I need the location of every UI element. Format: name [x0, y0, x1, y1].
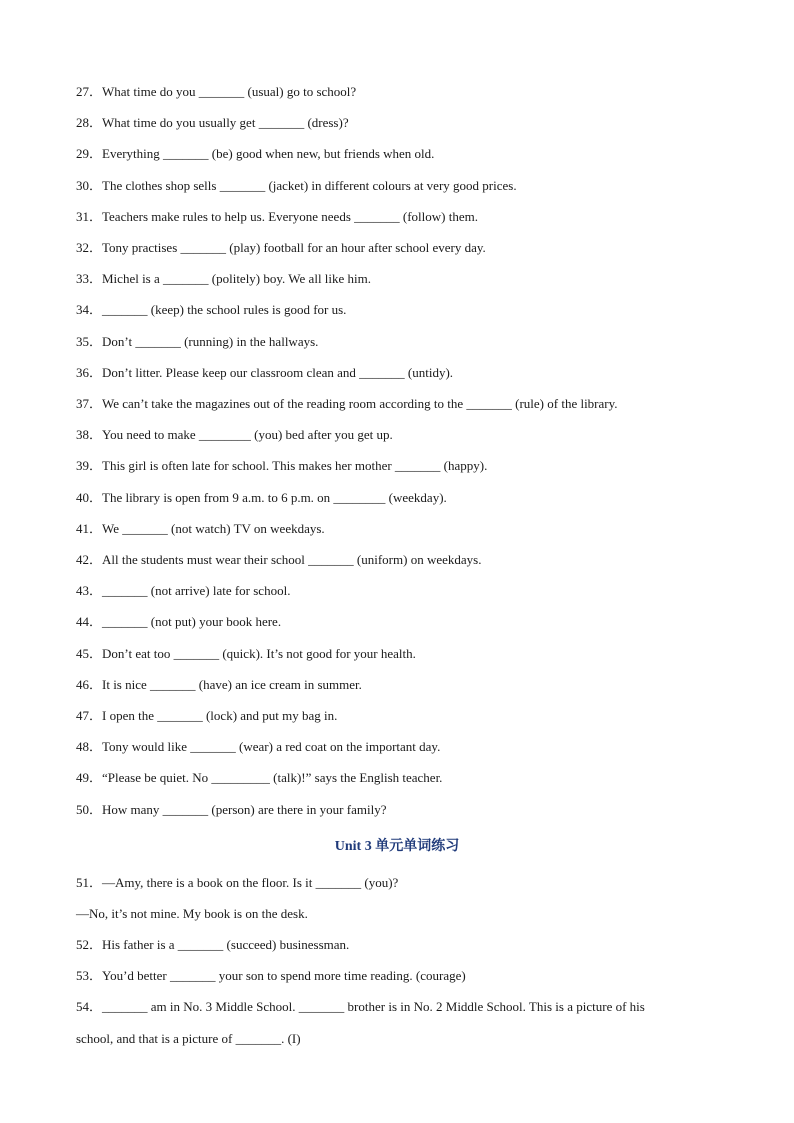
- exercise-item: 41．We _______ (not watch) TV on weekdays.: [76, 520, 325, 536]
- exercise-item: 43．_______ (not arrive) late for school.: [76, 583, 291, 599]
- exercise-item: school, and that is a picture of _______. (I): [76, 1031, 301, 1046]
- exercise-item: 28．What time do you usually get _______ (dress)?: [76, 115, 349, 131]
- exercise-item: 32．Tony practises _______ (play) football for an hour after school every day.: [76, 240, 486, 255]
- exercise-item: 48．Tony would like _______ (wear) a red coat on the important day.: [76, 739, 441, 755]
- exercise-item: 47．I open the _______ (lock) and put my bag in.: [76, 708, 338, 723]
- exercise-item: 29．Everything _______ (be) good when new, but friends when old.: [76, 146, 435, 162]
- exercise-item: 36．Don’t litter. Please keep our classroom clean and _______ (untidy).: [76, 364, 454, 380]
- exercise-item: 46．It is nice _______ (have) an ice cream in summer.: [76, 676, 362, 692]
- exercise-item: 52．His father is a _______ (succeed) businessman.: [76, 937, 350, 952]
- exercise-item: 30．The clothes shop sells _______ (jacket) in different colours at very good prices.: [76, 177, 517, 193]
- exercise-item: 50．How many _______ (person) are there in your family?: [76, 801, 387, 817]
- exercise-item: 42．All the students must wear their school _______ (uniform) on weekdays.: [76, 552, 482, 567]
- exercise-item: 39．This girl is often late for school. This makes her mother _______ (happy).: [76, 458, 488, 474]
- exercise-item: 27．What time do you _______ (usual) go to school?: [76, 84, 357, 99]
- exercise-item: 34．_______ (keep) the school rules is good for us.: [76, 302, 347, 318]
- exercise-item: 40．The library is open from 9 a.m. to 6 p.m. on ________ (weekday).: [76, 489, 447, 505]
- exercise-item: 38．You need to make ________ (you) bed after you get up.: [76, 427, 393, 443]
- exercise-item: 33．Michel is a _______ (politely) boy. We all like him.: [76, 271, 372, 287]
- exercise-item: 51．—Amy, there is a book on the floor. Is it _______ (you)?: [76, 875, 399, 890]
- exercise-item: —No, it’s not mine. My book is on the desk.: [76, 906, 308, 921]
- exercise-item: 37．We can’t take the magazines out of the reading room according to the _______ (rule) of the library.: [76, 396, 618, 411]
- exercise-item: 31．Teachers make rules to help us. Everyone needs _______ (follow) them.: [76, 208, 478, 224]
- exercise-item: 44．_______ (not put) your book here.: [76, 614, 282, 630]
- exercise-item: 35．Don’t _______ (running) in the hallways.: [76, 333, 319, 349]
- section-heading: Unit 3 单元单词练习: [334, 839, 460, 854]
- exercise-item: 49．“Please be quiet. No _________ (talk)!” says the English teacher.: [76, 770, 443, 786]
- exercise-item: 54．_______ am in No. 3 Middle School. _______ brother is in No. 2 Middle School. This is a picture of his: [76, 999, 645, 1014]
- exercise-item: 45．Don’t eat too _______ (quick). It’s not good for your health.: [76, 645, 416, 661]
- exercise-item: 53．You’d better _______ your son to spend more time reading. (courage): [76, 968, 466, 983]
